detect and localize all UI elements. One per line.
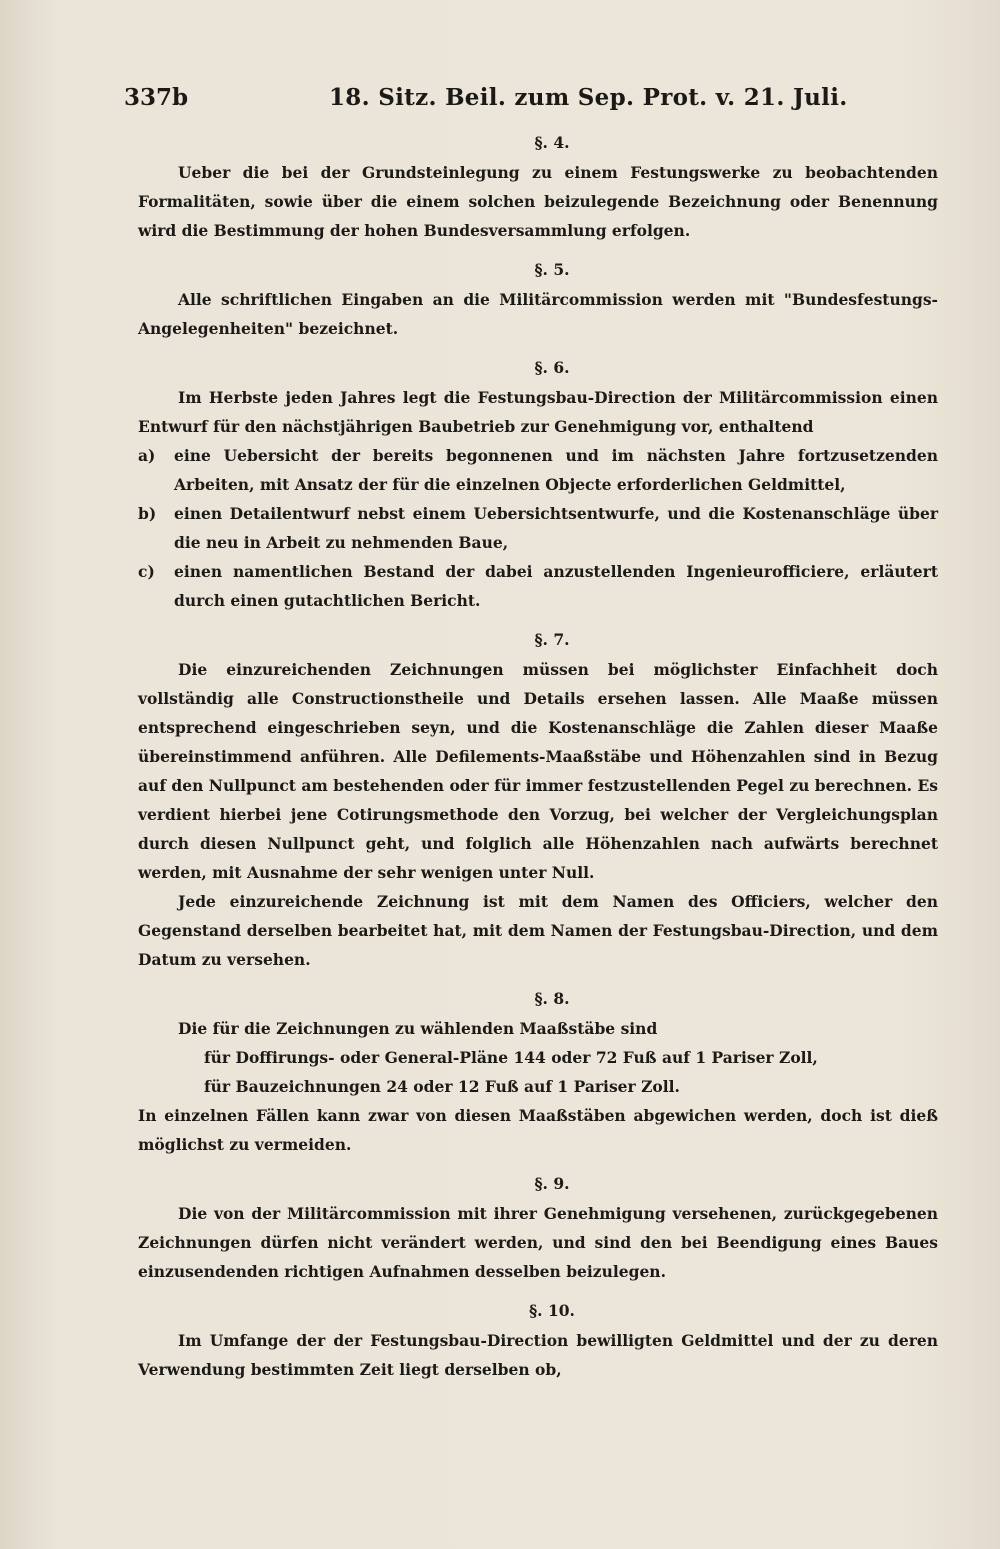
running-head: 18. Sitz. Beil. zum Sep. Prot. v. 21. Juli. — [329, 84, 848, 111]
section-8-title: §. 8. — [534, 989, 570, 1008]
section-6-title: §. 6. — [534, 358, 570, 377]
section-7-paragraph-1: Die einzureichenden Zeichnungen müssen bei möglichster Einfachheit doch vollständig alle Constructionstheile und Details ersehen lassen. Alle Maaße müssen entsprechend eingeschrieben seyn, und die Kostenanschläge die Zahlen dieser Maaße übereinstimmend anführen. Alle Defilements-Maaßstäbe und Höhenzahlen sind in Bezug auf den Nullpunct am bestehenden oder für immer festzustellenden Pegel zu berechnen. Es verdient hierbei jene Cotirungsmethode den Vorzug, bei welcher der Vergleichungsplan durch diesen Nullpunct geht, und folglich alle Höhenzahlen nach aufwärts berechnet werden, mit Ausnahme der sehr wenigen unter Null. — [138, 660, 938, 882]
section-6-item-b — [138, 499, 938, 557]
section-8-scale-building: für Bauzeichnungen 24 oder 12 Fuß auf 1 Pariser Zoll. — [204, 1077, 680, 1096]
item-text: einen namentlichen Bestand der dabei anzustellenden Ingenieurofficiere, erläutert durch einen gutachtlichen Bericht. — [174, 562, 938, 610]
section-8-intro: Die für die Zeichnungen zu wählenden Maaßstäbe sind — [178, 1019, 658, 1038]
section-7-paragraph-2: Jede einzureichende Zeichnung ist mit dem Namen des Officiers, welcher den Gegenstand derselben bearbeitet hat, mit dem Namen der Festungsbau-Direction, und dem Datum zu versehen. — [138, 892, 938, 969]
section-5-text: Alle schriftlichen Eingaben an die Militärcommission werden mit "Bundesfestungs-Angelegenheiten" bezeichnet. — [138, 290, 938, 338]
section-6-item-c — [138, 557, 938, 615]
section-10-title: §. 10. — [529, 1301, 575, 1320]
section-4-title: §. 4. — [534, 133, 570, 152]
item-text: einen Detailentwurf nebst einem Uebersichtsentwurfe, und die Kostenanschläge über die neu in Arbeit zu nehmenden Baue, — [174, 504, 938, 552]
page-header — [124, 84, 944, 118]
section-9-text: Die von der Militärcommission mit ihrer Genehmigung versehenen, zurückgegebenen Zeichnungen dürfen nicht verändert werden, und sind den bei Beendigung eines Baues einzusendenden richtigen Aufnahmen desselben beizulegen. — [138, 1204, 938, 1281]
item-label: c) — [138, 562, 155, 581]
document-body — [138, 128, 938, 1384]
item-text: eine Uebersicht der bereits begonnenen und im nächsten Jahre fortzusetzenden Arbeiten, mit Ansatz der für die einzelnen Objecte erforderlichen Geldmittel, — [174, 446, 938, 494]
item-label: a) — [138, 446, 156, 465]
section-5-title: §. 5. — [534, 260, 570, 279]
page-number: 337b — [124, 84, 189, 111]
section-10-text: Im Umfange der der Festungsbau-Direction bewilligten Geldmittel und der zu deren Verwendung bestimmten Zeit liegt derselben ob, — [138, 1331, 938, 1379]
section-6-item-a — [138, 441, 938, 499]
section-8-scale-general: für Doffirungs- oder General-Pläne 144 oder 72 Fuß auf 1 Pariser Zoll, — [204, 1048, 818, 1067]
section-8-outro: In einzelnen Fällen kann zwar von diesen Maaßstäben abgewichen werden, doch ist dieß möglichst zu vermeiden. — [138, 1106, 938, 1154]
section-6-intro: Im Herbste jeden Jahres legt die Festungsbau-Direction der Militärcommission einen Entwurf für den nächstjährigen Baubetrieb zur Genehmigung vor, enthaltend — [138, 388, 938, 436]
item-label: b) — [138, 504, 157, 523]
section-7-title: §. 7. — [534, 630, 570, 649]
section-9-title: §. 9. — [534, 1174, 570, 1193]
section-4-text: Ueber die bei der Grundsteinlegung zu einem Festungswerke zu beobachtenden Formalitäten, sowie über die einem solchen beizulegende Bezeichnung oder Benennung wird die Bestimmung der hohen Bundesversammlung erfolgen. — [138, 163, 938, 240]
